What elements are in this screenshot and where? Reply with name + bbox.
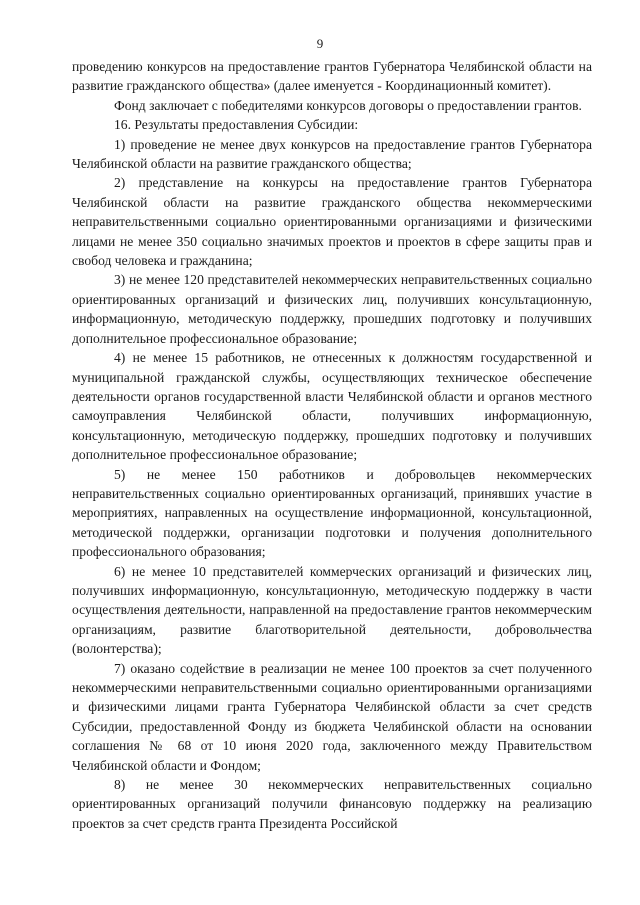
paragraph: 1) проведение не менее двух конкурсов на предоставление грантов Губернатора Челябинской области на развитие гражданского общества; — [72, 136, 592, 172]
paragraph: 5) не менее 150 работников и добровольцев некоммерческих неправительственных социально ориентированных организаций, принявших участие в мероприятиях, направленных на осуществление информационной, консультационной, методической поддержки, организации подготовки и получения дополнительного профессионального образования; — [72, 466, 592, 560]
document-body — [72, 57, 592, 833]
page-number: 9 — [316, 36, 324, 51]
paragraph: проведению конкурсов на предоставление грантов Губернатора Челябинской области на развитие гражданского общества» (далее именуется - Координационный комитет). — [72, 59, 592, 94]
paragraph: 4) не менее 15 работников, не отнесенных к должностям государственной и муниципальной гражданской службы, осуществляющих техническое обеспечение деятельности органов государственной власти Челябинской области и органов местного самоуправления Челябинской области, получивших информационную, консультационную, методическую поддержку, прошедших подготовку и получивших дополнительное профессиональное образование; — [72, 350, 592, 463]
paragraph: 3) не менее 120 представителей некоммерческих неправительственных социально ориентированных организаций и физических лиц, получивших консультационную, информационную, методическую поддержку, прошедших подготовку и получивших дополнительное профессиональное образование; — [72, 272, 592, 346]
paragraph: 8) не менее 30 некоммерческих неправительственных социально ориентированных организаций получили финансовую поддержку на реализацию проектов за счет средств гранта Президента Российской — [72, 777, 592, 831]
paragraph: 7) оказано содействие в реализации не менее 100 проектов за счет полученного некоммерческими неправительственными социально ориентированными организациями и физическими лицами гранта Губернатора Челябинской области за счет средств Субсидии, предоставленной Фонду из бюджета Челябинской области на основании соглашения № 68 от 10 июня 2020 года, заключенного между Правительством Челябинской области и Фондом; — [72, 660, 592, 773]
paragraph: 16. Результаты предоставления Субсидии: — [114, 117, 359, 133]
paragraph: Фонд заключает с победителями конкурсов договоры о предоставлении грантов. — [114, 97, 582, 113]
paragraph: 2) представление на конкурсы на предоставление грантов Губернатора Челябинской области на развитие гражданского общества некоммерческими неправительственными социально ориентированными организациями и физическими лицами не менее 350 социально значимых проектов и проектов в сфере защиты прав и свобод человека и гражданина; — [72, 175, 592, 269]
paragraph: 6) не менее 10 представителей коммерческих организаций и физических лиц, получивших информационную, консультационную, методическую поддержку в части осуществления деятельности, направленной на предоставление грантов некоммерческим организациям, развитие благотворительной деятельности, добровольчества (волонтерства); — [72, 563, 592, 657]
